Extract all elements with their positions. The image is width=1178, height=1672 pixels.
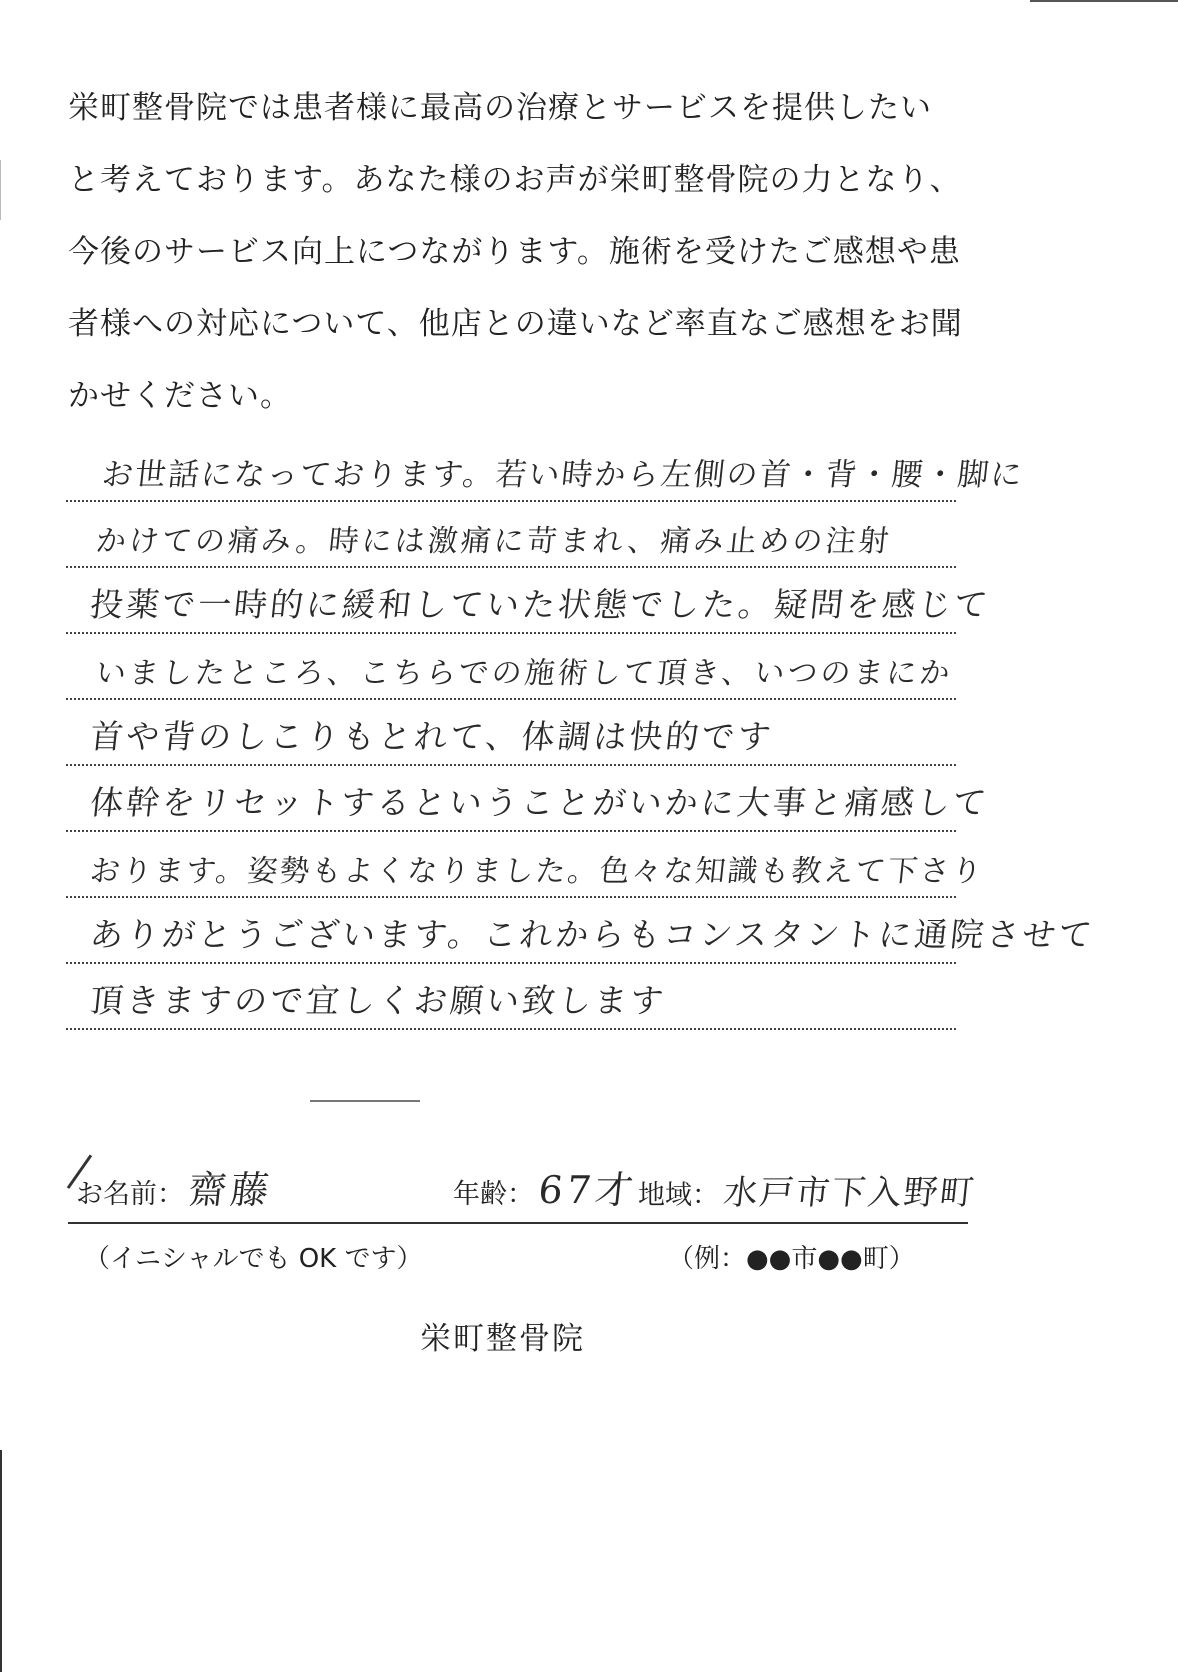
comment-row: [66, 702, 956, 768]
region-example-note: （例：●●市●●町）: [668, 1244, 915, 1274]
intro-line: 栄町整骨院では患者様に最高の治療とサービスを提供したい: [68, 90, 932, 126]
comment-text: 体幹をリセットするということがいかに大事と痛感して: [88, 783, 991, 822]
region-label: 地域：: [638, 1180, 719, 1211]
respondent-fields: [68, 1160, 978, 1224]
intro-line: 今後のサービス向上につながります。施術を受けたご感想や患: [68, 234, 961, 270]
clinic-name: 栄町整骨院: [420, 1321, 585, 1357]
comment-text: 投薬で一時的に緩和していた状態でした。疑問を感じて: [88, 585, 993, 624]
region-field: [638, 1165, 976, 1214]
comment-row: [66, 438, 1026, 504]
comment-row: [66, 504, 956, 570]
divider: [310, 1100, 420, 1102]
intro-text: [68, 72, 968, 432]
comment-row: [66, 570, 993, 636]
comment-text: おります。姿勢もよくなりました。色々な知識も教えて下さり: [88, 854, 986, 889]
age-field: [453, 1159, 640, 1214]
intro-line: 者様への対応について、他店との違いなど率直なご感想をお聞: [68, 306, 963, 342]
scan-edge-left: [0, 1450, 2, 1672]
comment-row: [66, 636, 956, 702]
comment-text: ありがとうございます。これからもコンスタントに通院させて: [88, 915, 1097, 954]
handwritten-comment: [66, 438, 1097, 1032]
comment-row: [66, 768, 991, 834]
comment-text: 首や背のしこりもとれて、体調は快的です: [88, 717, 776, 756]
comment-row: [66, 966, 956, 1032]
fields-underline: [68, 1222, 968, 1224]
age-label: 年齢：: [453, 1179, 534, 1210]
scan-edge-top: [1030, 0, 1178, 2]
initial-ok-note: （イニシャルでも OK です）: [84, 1244, 423, 1274]
name-label: お名前：: [76, 1179, 184, 1210]
age-value: 67才: [536, 1168, 640, 1212]
comment-row: [66, 834, 986, 900]
comment-row: [66, 900, 1097, 966]
region-value: 水戸市下入野町: [721, 1173, 978, 1213]
comment-text: いましたところ、こちらでの施術して頂き、いつのまにか: [94, 656, 955, 691]
intro-line: と考えております。あなた様のお声が栄町整骨院の力となり、: [68, 162, 962, 198]
comment-text: 頂きますので宜しくお願い致します: [88, 981, 669, 1020]
intro-line: かせください。: [68, 378, 292, 414]
comment-text: お世話になっております。若い時から左側の首・背・腰・脚に: [100, 457, 1026, 493]
name-value: 齋藤: [186, 1168, 276, 1212]
scan-edge-mark: [0, 160, 1, 220]
comment-text: かけての痛み。時には激痛に苛まれ、痛み止めの注射: [94, 524, 894, 559]
name-field: [76, 1159, 276, 1214]
